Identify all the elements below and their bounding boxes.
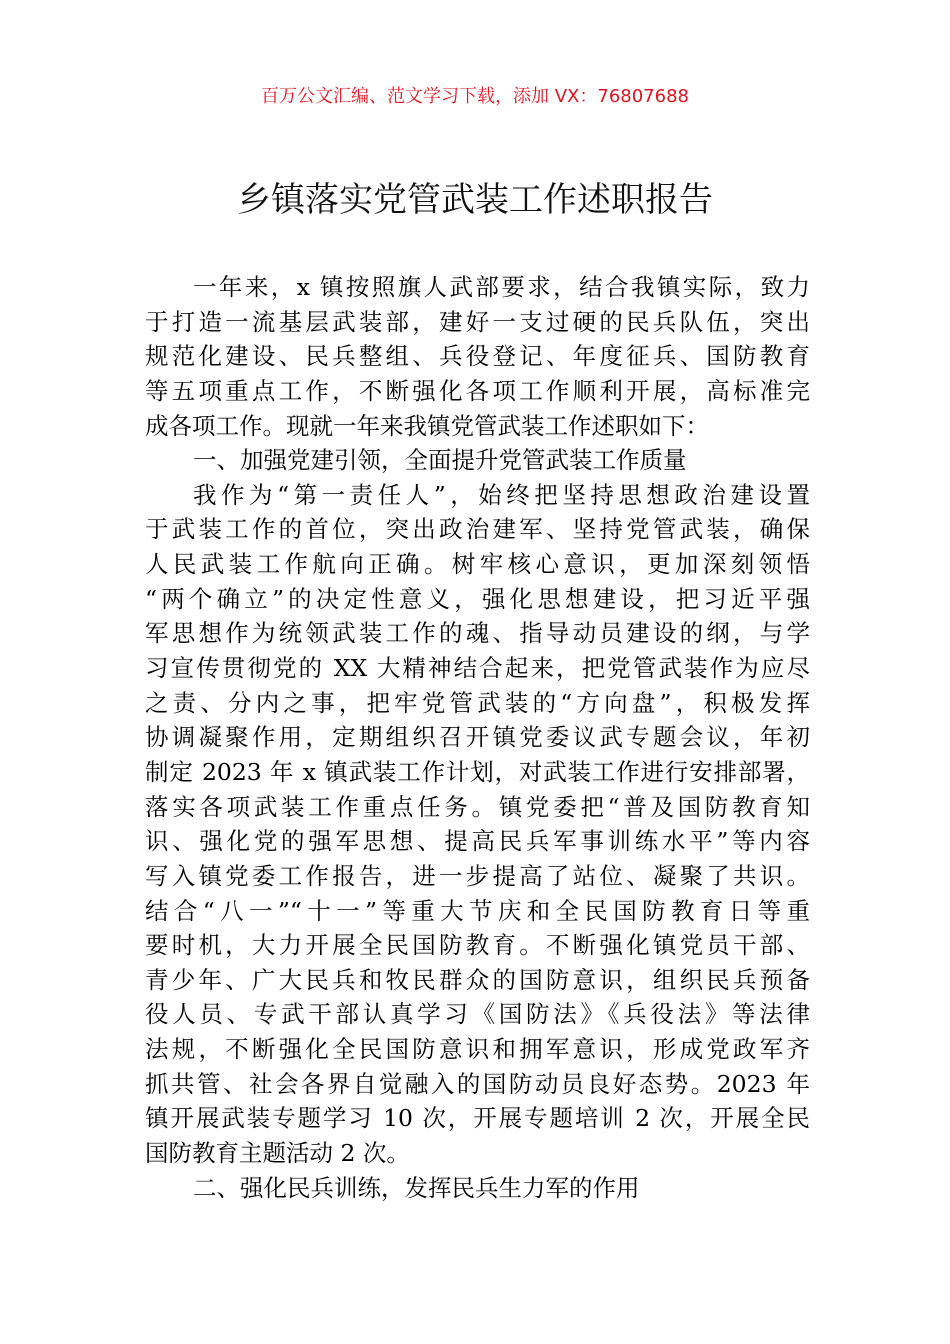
text-line: 之责、分内之事，把牢党管武装的“方向盘”，积极发挥: [145, 688, 810, 717]
text-line: 二、强化民兵训练，发挥民兵生力军的作用: [193, 1173, 640, 1202]
text-line: 我作为“第一责任人”，始终把坚持思想政治建设置: [193, 480, 810, 509]
paragraph: [145, 478, 810, 1171]
text-line: 一年来，x 镇按照旗人武部要求，结合我镇实际，致力: [193, 273, 810, 301]
text-line: 写入镇党委工作报告，进一步提高了站位、凝聚了共识。: [145, 861, 810, 890]
text-line: 人民武装工作航向正确。树牢核心意识，更加深刻领悟: [145, 550, 810, 579]
text-line: 青少年、广大民兵和牧民群众的国防意识，组织民兵预备: [145, 965, 810, 994]
text-line: 协调凝聚作用，定期组织召开镇党委议武专题会议，年初: [145, 723, 810, 752]
document-body: [145, 270, 810, 1205]
download-banner: 百万公文汇编、范文学习下载，添加 VX：76807688: [261, 86, 689, 107]
text-line: 法规，不断强化全民国防意识和拥军意识，形成党政军齐: [145, 1035, 810, 1064]
text-line: 等五项重点工作，不断强化各项工作顺利开展，高标准完: [145, 376, 810, 405]
text-line: 制定 2023 年 x 镇武装工作计划，对武装工作进行安排部署，: [145, 757, 810, 786]
text-line: 役人员、专武干部认真学习《国防法》《兵役法》等法律: [145, 1000, 810, 1029]
section-heading: [145, 443, 810, 478]
text-line: 落实各项武装工作重点任务。镇党委把“普及国防教育知: [145, 792, 810, 821]
text-line: 抓共管、社会各界自觉融入的国防动员良好态势。2023 年: [145, 1069, 810, 1098]
text-line: 规范化建设、民兵整组、兵役登记、年度征兵、国防教育: [145, 342, 810, 371]
text-line: 一、加强党建引领，全面提升党管武装工作质量: [193, 446, 687, 475]
text-line: 国防教育主题活动 2 次。: [145, 1139, 410, 1168]
document-title: 乡镇落实党管武装工作述职报告: [237, 180, 713, 220]
text-line: 于武装工作的首位，突出政治建军、坚持党管武装，确保: [145, 515, 810, 544]
text-line: 于打造一流基层武装部，建好一支过硬的民兵队伍，突出: [145, 307, 810, 336]
text-line: 结合“八一”“十一”等重大节庆和全民国防教育日等重: [145, 896, 810, 925]
text-line: 习宣传贯彻党的 XX 大精神结合起来，把党管武装作为应尽: [145, 654, 810, 683]
paragraph: [145, 270, 810, 443]
text-line: 要时机，大力开展全民国防教育。不断强化镇党员干部、: [145, 931, 810, 960]
text-line: “两个确立”的决定性意义，强化思想建设，把习近平强: [145, 584, 810, 613]
text-line: 识、强化党的强军思想、提高民兵军事训练水平”等内容: [145, 827, 810, 856]
text-line: 镇开展武装专题学习 10 次，开展专题培训 2 次，开展全民: [145, 1104, 810, 1133]
text-line: 成各项工作。现就一年来我镇党管武装工作述职如下：: [145, 411, 709, 440]
text-line: 军思想作为统领武装工作的魂、指导动员建设的纲，与学: [145, 619, 810, 648]
section-heading: [145, 1171, 810, 1206]
